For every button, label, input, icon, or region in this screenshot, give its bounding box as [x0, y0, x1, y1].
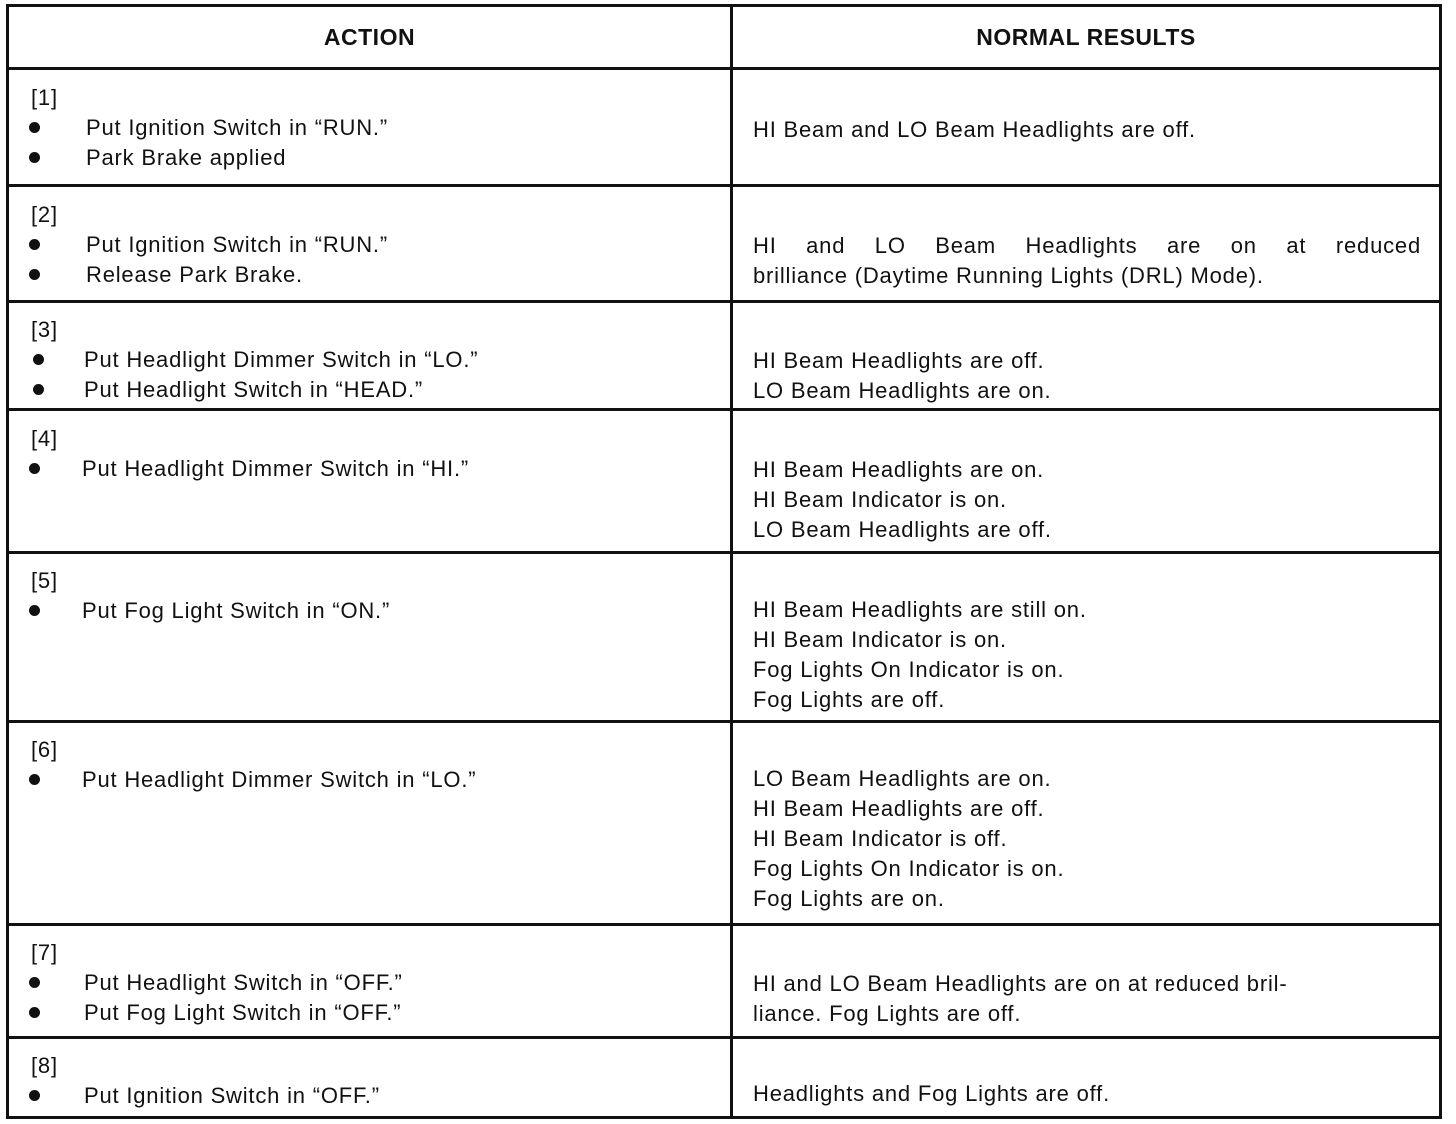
action-cell	[9, 926, 733, 1036]
step-number: [3]	[31, 317, 58, 342]
result-text: HI Beam Headlights are off. LO Beam Headlights are on.	[753, 348, 1052, 403]
result-cell	[733, 1039, 1439, 1116]
result-text: HI Beam Headlights are still on. HI Beam Indicator is on. Fog Lights On Indicator is on. Fog Lights are off.	[753, 597, 1087, 712]
result-text: HI Beam Headlights are on. HI Beam Indicator is on. LO Beam Headlights are off.	[753, 457, 1052, 542]
table-row	[9, 303, 1439, 411]
step-number: [6]	[31, 737, 58, 762]
action-cell	[9, 723, 733, 923]
result-text: LO Beam Headlights are on. HI Beam Headlights are off. HI Beam Indicator is off. Fog Lights On Indicator is on. Fog Lights are on.	[753, 766, 1065, 911]
result-text: HI and LO Beam Headlights are on at reduced bril- liance. Fog Lights are off.	[753, 971, 1288, 1026]
action-item: Put Headlight Dimmer Switch in “HI.”	[29, 454, 469, 484]
action-item: Put Ignition Switch in “RUN.”	[29, 230, 388, 260]
result-cell	[733, 554, 1439, 720]
action-cell	[9, 411, 733, 551]
table-row	[9, 411, 1439, 554]
action-cell	[9, 303, 733, 408]
action-item: Put Headlight Switch in “OFF.”	[29, 968, 403, 998]
action-column-header: ACTION	[9, 7, 733, 67]
table-row	[9, 187, 1439, 303]
table-row	[9, 723, 1439, 926]
action-item: Put Headlight Switch in “HEAD.”	[33, 375, 423, 405]
action-item: Put Headlight Dimmer Switch in “LO.”	[33, 345, 478, 375]
action-item: Put Fog Light Switch in “OFF.”	[29, 998, 401, 1028]
action-item: Put Ignition Switch in “OFF.”	[29, 1081, 380, 1111]
bullet-icon	[29, 977, 40, 988]
bullet-icon	[29, 774, 40, 785]
result-text: HI and LO Beam Headlights are on at reduced brilliance (Daytime Running Lights (DRL) Mode).	[753, 233, 1421, 288]
action-item: Put Ignition Switch in “RUN.”	[29, 113, 388, 143]
table-header	[9, 7, 1439, 70]
step-number: [4]	[31, 426, 58, 451]
bullet-icon	[29, 1090, 40, 1101]
action-item: Put Headlight Dimmer Switch in “LO.”	[29, 765, 476, 795]
bullet-icon	[29, 269, 40, 280]
step-number: [1]	[31, 85, 58, 110]
action-cell	[9, 554, 733, 720]
bullet-icon	[29, 152, 40, 163]
result-cell	[733, 926, 1439, 1036]
procedure-table	[6, 4, 1442, 1119]
bullet-icon	[29, 605, 40, 616]
action-cell	[9, 1039, 733, 1116]
action-cell	[9, 70, 733, 184]
step-number: [2]	[31, 202, 58, 227]
results-column-header: NORMAL RESULTS	[976, 23, 1196, 50]
result-cell	[733, 303, 1439, 408]
action-item: Release Park Brake.	[29, 260, 303, 290]
bullet-icon	[29, 239, 40, 250]
table-row	[9, 926, 1439, 1039]
bullet-icon	[29, 463, 40, 474]
bullet-icon	[29, 1007, 40, 1018]
action-cell	[9, 187, 733, 300]
bullet-icon	[33, 354, 44, 365]
result-cell	[733, 70, 1439, 184]
result-text: HI Beam and LO Beam Headlights are off.	[753, 117, 1196, 142]
action-item: Park Brake applied	[29, 143, 286, 173]
table-row	[9, 554, 1439, 723]
table-row	[9, 70, 1439, 187]
bullet-icon	[33, 384, 44, 395]
step-number: [7]	[31, 940, 58, 965]
bullet-icon	[29, 122, 40, 133]
result-text: Headlights and Fog Lights are off.	[753, 1081, 1111, 1106]
step-number: [5]	[31, 568, 58, 593]
result-cell	[733, 723, 1439, 923]
result-cell	[733, 187, 1439, 300]
action-item: Put Fog Light Switch in “ON.”	[29, 596, 390, 626]
step-number: [8]	[31, 1053, 58, 1078]
table-row	[9, 1039, 1439, 1116]
result-cell	[733, 411, 1439, 551]
